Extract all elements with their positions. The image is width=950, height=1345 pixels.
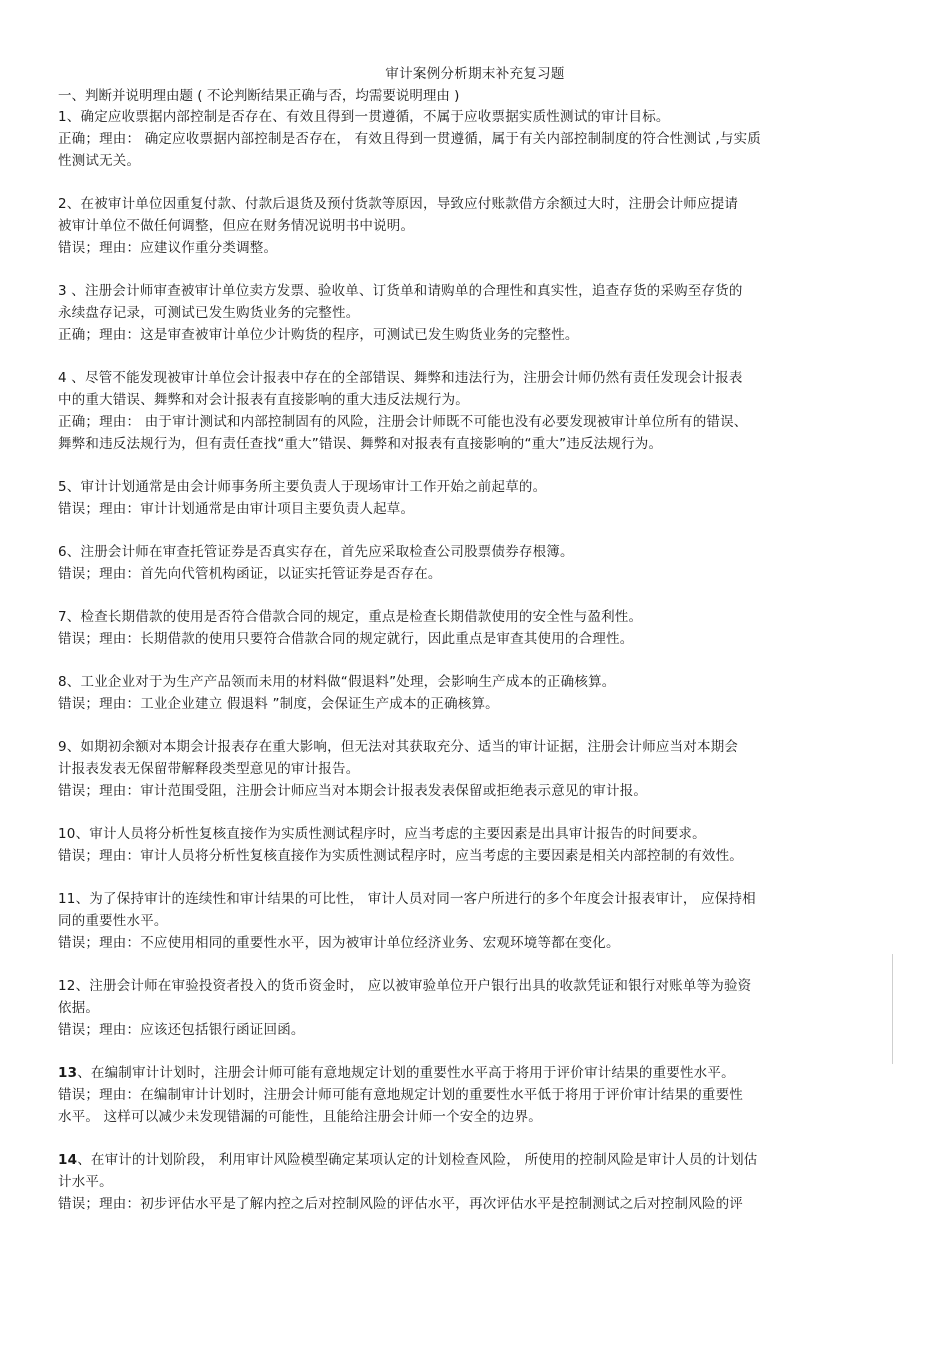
question-number: 1 bbox=[58, 109, 67, 125]
question-line bbox=[58, 498, 890, 520]
line-text: 、确定应收票据内部控制是否存在、有效且得到一贯遵循，不属于应收票据实质性测试的审计目标。 bbox=[66, 109, 670, 125]
question-number: 10 bbox=[58, 826, 76, 842]
question-text bbox=[58, 671, 890, 693]
question-number: 4 bbox=[58, 370, 67, 386]
question-line bbox=[58, 932, 890, 954]
question-item bbox=[58, 367, 890, 455]
line-text: 错误；理由：在编制审计计划时，注册会计师可能有意地规定计划的重要性水平低于将用于评价审计结果的重要性 bbox=[58, 1087, 743, 1103]
question-line bbox=[58, 1193, 890, 1215]
question-text bbox=[58, 476, 890, 498]
question-item bbox=[58, 106, 890, 172]
question-line bbox=[58, 128, 890, 150]
question-item bbox=[58, 823, 890, 867]
question-line bbox=[58, 1171, 890, 1193]
line-text: 性测试无关。 bbox=[58, 153, 141, 169]
line-text: 、审计计划通常是由会计师事务所主要负责人于现场审计工作开始之前起草的。 bbox=[66, 479, 547, 495]
question-text bbox=[58, 823, 890, 845]
question-text bbox=[58, 106, 890, 128]
line-text: 、在被审计单位因重复付款、付款后退货及预付货款等原因，导致应付账款借方余额过大时，注册会计师应提请 bbox=[66, 196, 739, 212]
question-line bbox=[58, 997, 890, 1019]
question-line bbox=[58, 302, 890, 324]
question-item bbox=[58, 1062, 890, 1128]
question-number: 11 bbox=[58, 891, 76, 907]
line-text: 、如期初余额对本期会计报表存在重大影响，但无法对其获取充分、适当的审计证据，注册会计师应当对本期会 bbox=[66, 739, 739, 755]
question-list bbox=[58, 106, 890, 1236]
question-item bbox=[58, 736, 890, 802]
question-item bbox=[58, 888, 890, 954]
question-text bbox=[58, 1149, 890, 1171]
margin-rule bbox=[892, 954, 893, 1064]
question-text bbox=[58, 606, 890, 628]
line-text: 、审计人员将分析性复核直接作为实质性测试程序时，应当考虑的主要因素是出具审计报告的时间要求。 bbox=[75, 826, 706, 842]
question-item bbox=[58, 541, 890, 585]
question-text bbox=[58, 193, 890, 215]
line-text: 被审计单位不做任何调整，但应在财务情况说明书中说明。 bbox=[58, 218, 415, 234]
question-number: 3 bbox=[58, 283, 67, 299]
question-line bbox=[58, 389, 890, 411]
line-text: 、尽管不能发现被审计单位会计报表中存在的全部错误、舞弊和违法行为，注册会计师仍然有责任发现会计报表 bbox=[66, 370, 743, 386]
question-item bbox=[58, 671, 890, 715]
line-text: 、注册会计师在审验投资者投入的货币资金时， 应以被审验单位开户银行出具的收款凭证和银行对账单等为验资 bbox=[75, 978, 752, 994]
line-text: 错误；理由：应该还包括银行函证回函。 bbox=[58, 1022, 305, 1038]
question-line bbox=[58, 150, 890, 172]
line-text: 正确；理由：这是审查被审计单位少计购货的程序，可测试已发生购货业务的完整性。 bbox=[58, 327, 579, 343]
question-line bbox=[58, 563, 890, 585]
line-text: 、在编制审计计划时，注册会计师可能有意地规定计划的重要性水平高于将用于评价审计结果的重要性水平。 bbox=[77, 1065, 735, 1081]
question-text bbox=[58, 1062, 890, 1084]
line-text: 错误；理由：审计计划通常是由审计项目主要负责人起草。 bbox=[58, 501, 415, 517]
question-line bbox=[58, 237, 890, 259]
line-text: 错误；理由：不应使用相同的重要性水平，因为被审计单位经济业务、宏观环境等都在变化。 bbox=[58, 935, 620, 951]
line-text: 计报表发表无保留带解释段类型意见的审计报告。 bbox=[58, 761, 360, 777]
question-line bbox=[58, 845, 890, 867]
question-line bbox=[58, 215, 890, 237]
section-heading: 一、判断并说明理由题 ( 不论判断结果正确与否，均需要说明理由 ) bbox=[58, 88, 460, 104]
question-text bbox=[58, 888, 890, 910]
question-number: 12 bbox=[58, 978, 76, 994]
question-line bbox=[58, 758, 890, 780]
question-line bbox=[58, 324, 890, 346]
line-text: 错误；理由：首先向代管机构函证，以证实托管证券是否存在。 bbox=[58, 566, 442, 582]
line-text: 、检查长期借款的使用是否符合借款合同的规定，重点是检查长期借款使用的安全性与盈利性。 bbox=[66, 609, 643, 625]
line-text: 正确；理由： 由于审计测试和内部控制固有的风险，注册会计师既不可能也没有必要发现被审计单位所有的错误、 bbox=[58, 414, 748, 430]
line-text: 错误；理由：长期借款的使用只要符合借款合同的规定就行，因此重点是审查其使用的合理性。 bbox=[58, 631, 634, 647]
line-text: 、为了保持审计的连续性和审计结果的可比性， 审计人员对同一客户所进行的多个年度会计报表审计， 应保持相 bbox=[75, 891, 756, 907]
question-number: 6 bbox=[58, 544, 67, 560]
line-text: 错误；理由：审计人员将分析性复核直接作为实质性测试程序时，应当考虑的主要因素是相关内部控制的有效性。 bbox=[58, 848, 743, 864]
line-text: 、注册会计师在审查托管证券是否真实存在，首先应采取检查公司股票债券存根簿。 bbox=[66, 544, 574, 560]
question-line bbox=[58, 693, 890, 715]
line-text: 舞弊和违反法规行为，但有责任查找“重大”错误、舞弊和对报表有直接影响的“重大”违反法规行为。 bbox=[58, 436, 663, 452]
question-line bbox=[58, 411, 890, 433]
question-line bbox=[58, 780, 890, 802]
question-line bbox=[58, 628, 890, 650]
question-number: 14 bbox=[58, 1152, 78, 1168]
line-text: 错误；理由：应建议作重分类调整。 bbox=[58, 240, 278, 256]
question-number: 9 bbox=[58, 739, 67, 755]
question-item bbox=[58, 606, 890, 650]
line-text: 、工业企业对于为生产产品领而未用的材料做“假退料”处理，会影响生产成本的正确核算。 bbox=[66, 674, 616, 690]
question-item bbox=[58, 1149, 890, 1215]
document-title: 审计案例分析期末补充复习题 bbox=[385, 66, 565, 82]
question-text bbox=[58, 541, 890, 563]
line-text: 计水平。 bbox=[58, 1174, 113, 1190]
line-text: 依据。 bbox=[58, 1000, 100, 1016]
question-text bbox=[58, 975, 890, 997]
question-item bbox=[58, 280, 890, 346]
line-text: 正确；理由： 确定应收票据内部控制是否存在， 有效且得到一贯遵循，属于有关内部控制制度的符合性测试 ,与实质 bbox=[58, 131, 761, 147]
question-number: 5 bbox=[58, 479, 67, 495]
line-text: 、在审计的计划阶段， 利用审计风险模型确定某项认定的计划检查风险， 所使用的控制风险是审计人员的计划估 bbox=[77, 1152, 758, 1168]
question-number: 13 bbox=[58, 1065, 78, 1081]
question-text bbox=[58, 367, 890, 389]
question-line bbox=[58, 1084, 890, 1106]
line-text: 中的重大错误、舞弊和对会计报表有直接影响的重大违反法规行为。 bbox=[58, 392, 469, 408]
question-number: 2 bbox=[58, 196, 67, 212]
question-text bbox=[58, 280, 890, 302]
question-line bbox=[58, 910, 890, 932]
line-text: 错误；理由：初步评估水平是了解内控之后对控制风险的评估水平，再次评估水平是控制测试之后对控制风险的评 bbox=[58, 1196, 743, 1212]
question-item bbox=[58, 193, 890, 259]
question-text bbox=[58, 736, 890, 758]
question-item bbox=[58, 975, 890, 1041]
question-number: 7 bbox=[58, 609, 67, 625]
question-item bbox=[58, 476, 890, 520]
line-text: 、注册会计师审查被审计单位卖方发票、验收单、订货单和请购单的合理性和真实性，追查存货的采购至存货的 bbox=[66, 283, 743, 299]
line-text: 错误；理由：工业企业建立 假退料 ”制度，会保证生产成本的正确核算。 bbox=[58, 696, 499, 712]
question-line bbox=[58, 1019, 890, 1041]
line-text: 水平。 这样可以减少未发现错漏的可能性，且能给注册会计师一个安全的边界。 bbox=[58, 1109, 542, 1125]
question-line bbox=[58, 1106, 890, 1128]
question-line bbox=[58, 433, 890, 455]
line-text: 永续盘存记录，可测试已发生购货业务的完整性。 bbox=[58, 305, 360, 321]
question-number: 8 bbox=[58, 674, 67, 690]
line-text: 同的重要性水平。 bbox=[58, 913, 168, 929]
line-text: 错误；理由：审计范围受阻，注册会计师应当对本期会计报表发表保留或拒绝表示意见的审计报。 bbox=[58, 783, 648, 799]
